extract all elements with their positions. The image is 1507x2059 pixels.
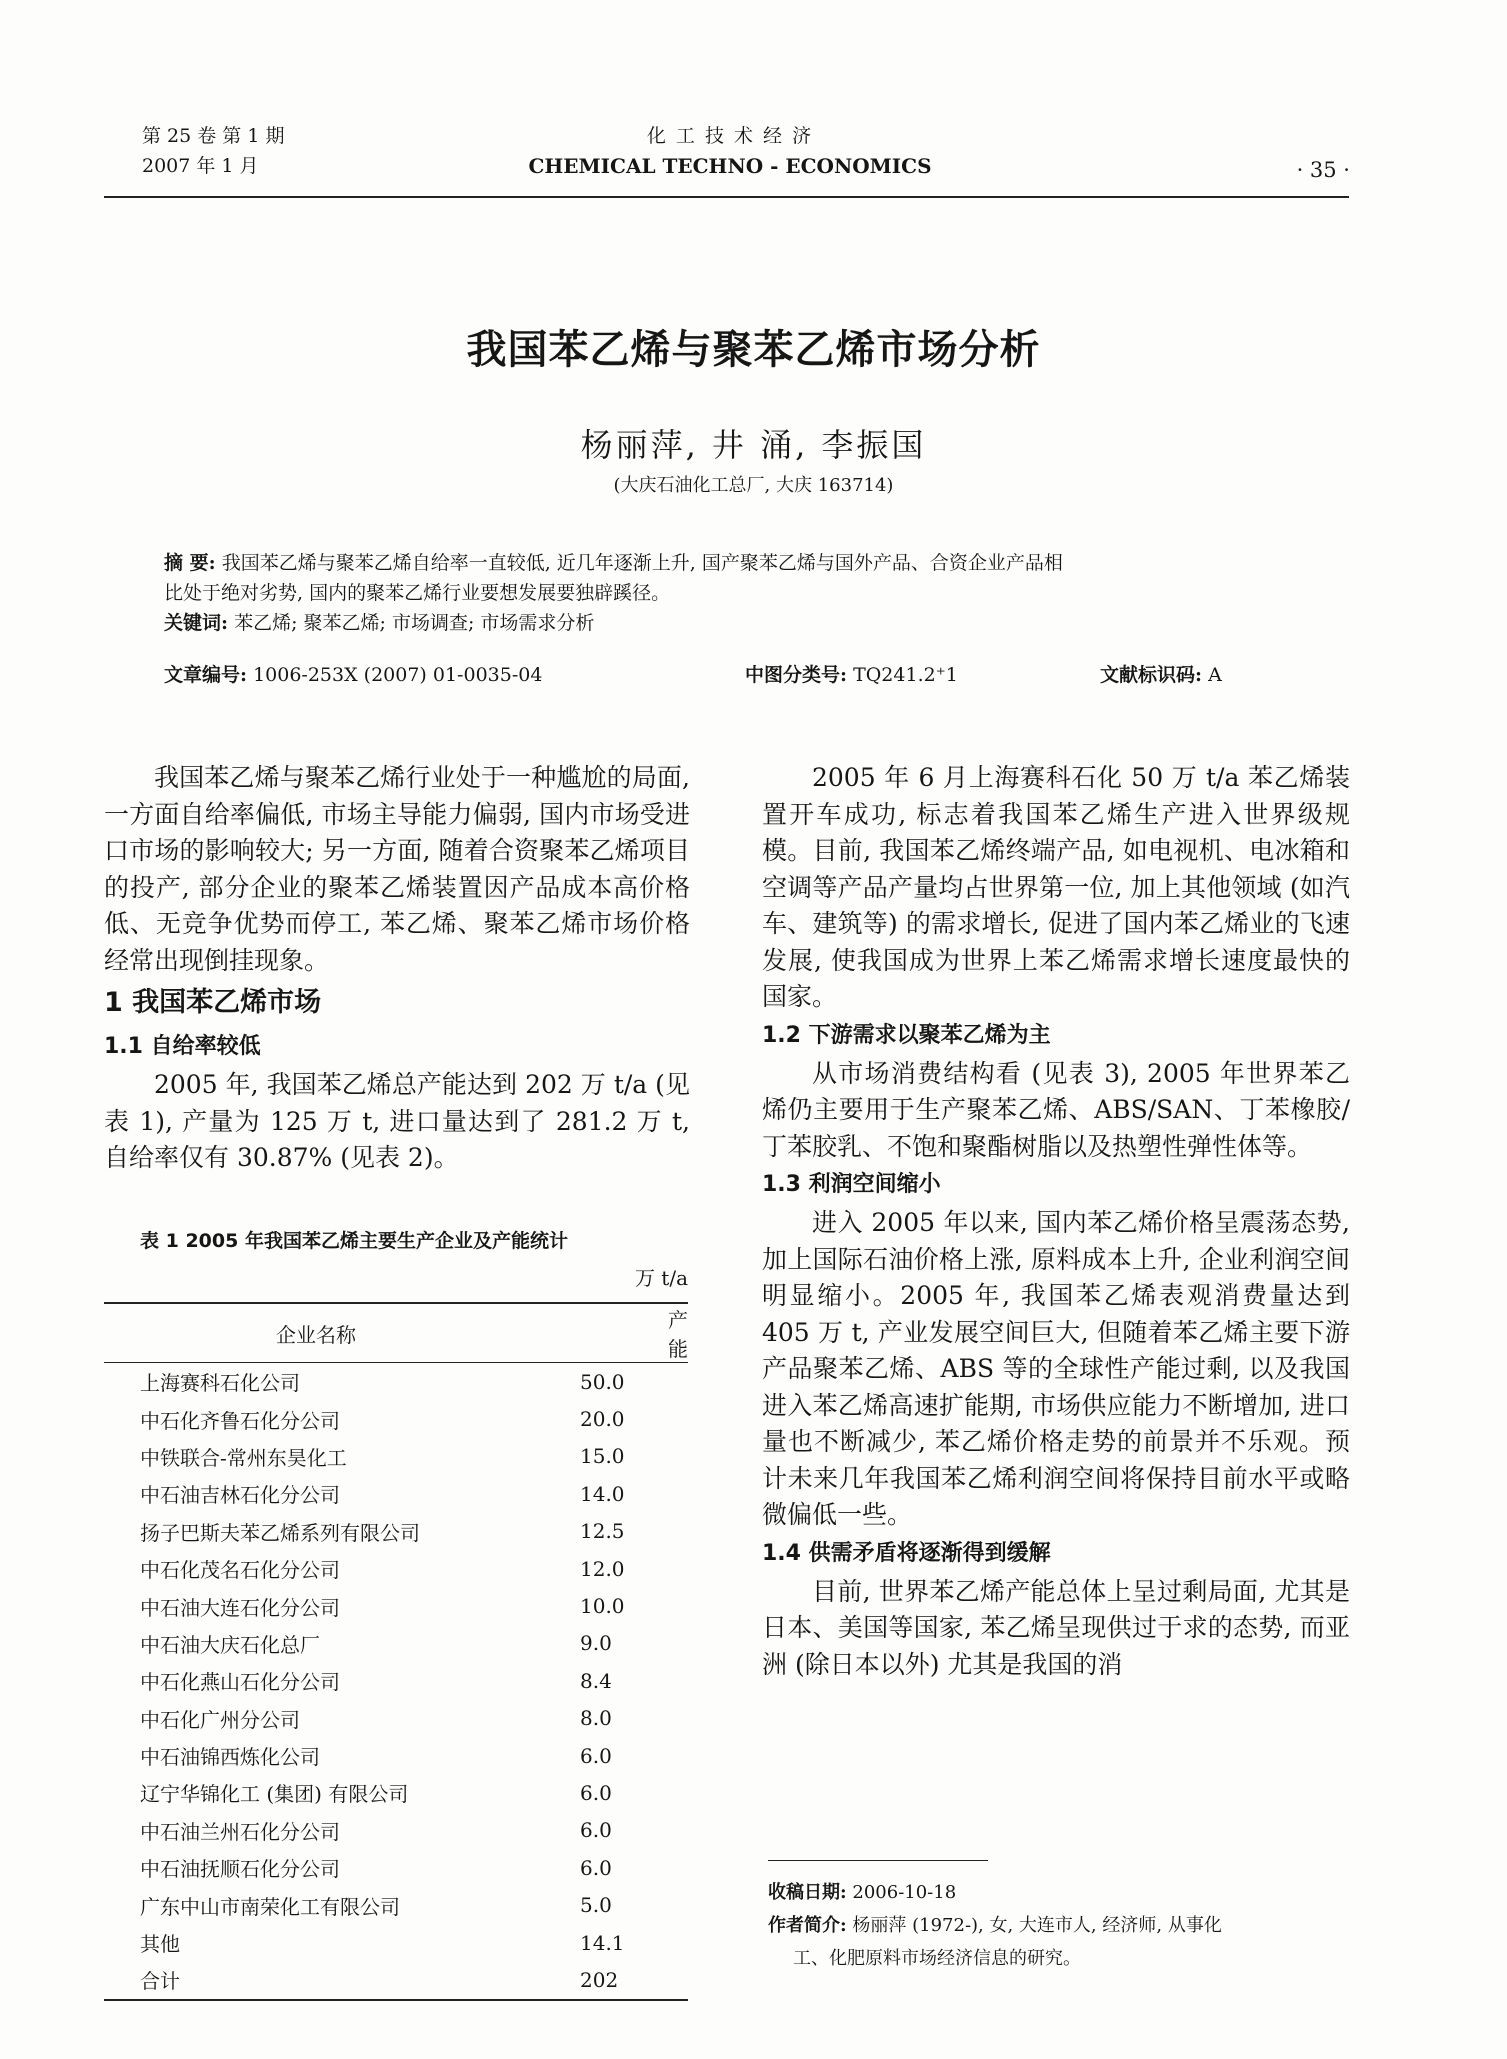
section-heading-1-2: 1.2 下游需求以聚苯乙烯为主 [762, 1022, 1051, 1048]
company-name: 扬子巴斯夫苯乙烯系列有限公司 [140, 1520, 420, 1545]
table-total-row [104, 1961, 688, 1998]
received-date: 2006-10-18 [852, 1882, 957, 1903]
abstract [164, 548, 1364, 638]
company-name: 中石油大庆石化总厂 [140, 1632, 320, 1657]
capacity-value: 9.0 [580, 1631, 612, 1656]
table-row [104, 1475, 688, 1512]
capacity-value: 20.0 [580, 1407, 625, 1432]
journal-title-cn: 化 工 技 术 经 济 [646, 125, 814, 147]
company-name: 其他 [140, 1932, 180, 1957]
table-row [104, 1513, 688, 1550]
table-row [104, 1400, 688, 1437]
table-row [104, 1550, 688, 1587]
company-name: 中石化齐鲁石化分公司 [140, 1408, 340, 1433]
capacity-value: 5.0 [580, 1893, 612, 1918]
author-bio-cont: 工、化肥原料市场经济信息的研究。 [793, 1948, 1081, 1969]
company-name: 辽宁华锦化工 (集团) 有限公司 [140, 1782, 409, 1807]
table-caption: 表 1 2005 年我国苯乙烯主要生产企业及产能统计 [140, 1230, 568, 1252]
company-name: 中石油兰州石化分公司 [140, 1819, 340, 1844]
article-authors: 杨丽萍, 井 涌, 李振国 [580, 426, 927, 464]
footnote-rule [768, 1860, 988, 1861]
paragraph-1-2: 从市场消费结构看 (见表 3), 2005 年世界苯乙烯仍主要用于生产聚苯乙烯、ABS/SAN、丁苯橡胶/丁苯胶乳、不饱和聚酯树脂以及热塑性弹性体等。 [762, 1058, 1350, 1161]
capacity-value: 8.0 [580, 1706, 612, 1731]
capacity-value: 14.0 [580, 1481, 625, 1506]
keywords: 苯乙烯; 聚苯乙烯; 市场调查; 市场需求分析 [234, 612, 595, 634]
table-row [104, 1886, 688, 1923]
paragraph-1-1: 2005 年, 我国苯乙烯总产能达到 202 万 t/a (见表 1), 产量为 125 万 t, 进口量达到了 281.2 万 t, 自给率仅有 30.87% (见表 2)。 [104, 1070, 690, 1172]
company-name: 中铁联合-常州东昊化工 [140, 1445, 347, 1470]
total-label: 合计 [140, 1969, 180, 1994]
paragraph-1-4: 目前, 世界苯乙烯产能总体上呈过剩局面, 尤其是日本、美国等国家, 苯乙烯呈现供过于求的态势, 而亚洲 (除日本以外) 尤其是我国的消 [762, 1576, 1350, 1679]
company-name: 中石油锦西炼化公司 [140, 1745, 320, 1770]
table-row [104, 1774, 688, 1811]
table-header [104, 1304, 688, 1362]
abstract-label: 摘 要: [164, 552, 216, 574]
col-header-name: 企业名称 [276, 1322, 356, 1347]
article-title: 我国苯乙烯与聚苯乙烯市场分析 [466, 326, 1041, 373]
issue-date: 2007 年 1 月 [142, 155, 259, 177]
section-heading-1: 1 我国苯乙烯市场 [104, 987, 322, 1018]
capacity-value: 6.0 [580, 1818, 612, 1843]
table-row [104, 1924, 688, 1961]
table-row [104, 1587, 688, 1624]
paragraph-right-intro: 2005 年 6 月上海赛科石化 50 万 t/a 苯乙烯装置开车成功, 标志着我国苯乙烯生产进入世界级规模。目前, 我国苯乙烯终端产品, 如电视机、电冰箱和空调等产品产量均占世界第一位, 加上其他领域 (如汽车、建筑等) 的需求增长, 促进了国内苯乙烯业的飞速发展, 使我国成为世界上苯乙烯需求增长速度最快的国家。 [762, 763, 1350, 1011]
company-name: 广东中山市南荣化工有限公司 [140, 1894, 400, 1919]
table-row [104, 1737, 688, 1774]
section-heading-1-1: 1.1 自给率较低 [104, 1034, 261, 1059]
capacity-value: 15.0 [580, 1444, 625, 1469]
capacity-value: 12.5 [580, 1519, 625, 1544]
company-name: 中石化茂名石化分公司 [140, 1558, 340, 1583]
table-row [104, 1363, 688, 1400]
keywords-label: 关键词: [164, 612, 229, 634]
capacity-value: 10.0 [580, 1594, 625, 1619]
table-row [104, 1849, 688, 1886]
table-row [104, 1625, 688, 1662]
company-name: 中石油抚顺石化分公司 [140, 1857, 340, 1882]
capacity-value: 8.4 [580, 1668, 612, 1693]
abstract-text: 我国苯乙烯与聚苯乙烯自给率一直较低, 近几年逐渐上升, 国产聚苯乙烯与国外产品、合资企业产品相 [221, 552, 1063, 574]
capacity-value: 6.0 [580, 1855, 612, 1880]
author-bio: 杨丽萍 (1972-), 女, 大连市人, 经济师, 从事化 [852, 1915, 1222, 1936]
header-rule [104, 196, 1349, 198]
col-header-capacity: 产能 [668, 1308, 688, 1361]
capacity-value: 50.0 [580, 1369, 625, 1394]
paragraph-1-3: 进入 2005 年以来, 国内苯乙烯价格呈震荡态势, 加上国际石油价格上涨, 原料成本上升, 企业利润空间明显缩小。2005 年, 我国苯乙烯表观消费量达到 405 万 t, 产业发展空间巨大, 但随着苯乙烯主要下游产品聚苯乙烯、ABS 等的全球性产能过剩, 以及我国进入苯乙烯高速扩能期, 市场供应能力不断增加, 进口量也不断减少, 苯乙烯价格走势的前景并不乐观。预计未来几年我国苯乙烯利润空间将保持目前水平或略微偏低一些。 [762, 1208, 1350, 1529]
total-value: 202 [580, 1967, 619, 1992]
company-name: 上海赛科石化公司 [140, 1371, 300, 1396]
volume-issue: 第 25 卷 第 1 期 [142, 125, 285, 147]
capacity-value: 6.0 [580, 1743, 612, 1768]
capacity-value: 12.0 [580, 1556, 625, 1581]
journal-title-en: CHEMICAL TECHNO - ECONOMICS [528, 154, 932, 178]
section-heading-1-4: 1.4 供需矛盾将逐渐得到缓解 [762, 1540, 1051, 1566]
section-heading-1-3: 1.3 利润空间缩小 [762, 1172, 941, 1197]
company-name: 中石油吉林石化分公司 [140, 1483, 340, 1508]
abstract-text-cont: 比处于绝对劣势, 国内的聚苯乙烯行业要想发展要独辟蹊径。 [164, 582, 671, 604]
footnote: 收稿日期: 2006-10-18 作者简介: 杨丽萍 (1972-), 女, 大连市人, 经济师, 从事化 工、化肥原料市场经济信息的研究。 [768, 1876, 1358, 1975]
author-affiliation: (大庆石油化工总厂, 大庆 163714) [613, 475, 894, 496]
document-code: 文献标识码: A [1100, 664, 1222, 686]
table-body [104, 1363, 688, 1999]
table-bottom-rule [104, 1999, 688, 2001]
capacity-value: 14.1 [580, 1930, 625, 1955]
table-row [104, 1438, 688, 1475]
company-name: 中石化广州分公司 [140, 1707, 300, 1732]
table-1 [104, 1302, 688, 2001]
clc-number: 中图分类号: TQ241.2⁺1 [745, 664, 958, 686]
article-number: 文章编号: 1006-253X (2007) 01-0035-04 [164, 664, 543, 686]
capacity-value: 6.0 [580, 1780, 612, 1805]
table-row [104, 1662, 688, 1699]
left-column [104, 760, 690, 1177]
company-name: 中石化燕山石化分公司 [140, 1670, 340, 1695]
page-number: · 35 · [1296, 158, 1350, 182]
intro-paragraph: 我国苯乙烯与聚苯乙烯行业处于一种尴尬的局面, 一方面自给率偏低, 市场主导能力偏弱, 国内市场受进口市场的影响较大; 另一方面, 随着合资聚苯乙烯项目的投产, 部分企业的聚苯乙烯装置因产品成本高价格低、无竞争优势而停工, 苯乙烯、聚苯乙烯市场价格经常出现倒挂现象。 [104, 763, 690, 975]
company-name: 中石油大连石化分公司 [140, 1595, 340, 1620]
table-row [104, 1700, 688, 1737]
table-unit: 万 t/a [634, 1266, 688, 1290]
right-column [762, 760, 1350, 1683]
table-row [104, 1812, 688, 1849]
